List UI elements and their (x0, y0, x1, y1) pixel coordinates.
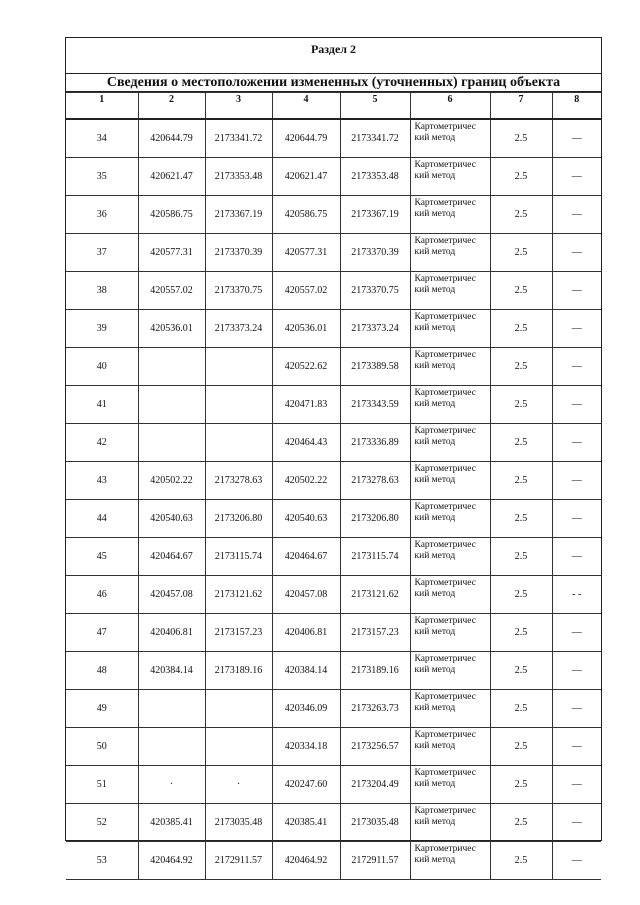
x-old-cell: 420384.14 (138, 652, 205, 690)
note-cell: - - (552, 576, 601, 614)
column-number-7: 7 (490, 93, 552, 120)
table-row (66, 766, 601, 804)
y-old-cell: 2173373.24 (205, 310, 272, 348)
note-cell: — (552, 728, 601, 766)
x-old-cell: 420464.92 (138, 842, 205, 880)
table-row (66, 500, 601, 538)
y-old-cell: 2173353.48 (205, 158, 272, 196)
x-old-cell: 420385.41 (138, 804, 205, 842)
column-number-4: 4 (272, 93, 340, 120)
x-new-cell: 420464.92 (272, 842, 340, 880)
point-number-cell: 46 (66, 576, 138, 614)
method-cell: Картометричес кий метод (410, 272, 490, 310)
table-row (66, 424, 601, 462)
accuracy-cell: 2.5 (490, 766, 552, 804)
y-new-cell: 2173341.72 (340, 119, 410, 158)
y-new-cell: 2172911.57 (340, 842, 410, 880)
accuracy-cell: 2.5 (490, 614, 552, 652)
point-number-cell: 39 (66, 310, 138, 348)
point-number-cell: 49 (66, 690, 138, 728)
y-new-cell: 2173189.16 (340, 652, 410, 690)
x-new-cell: 420471.83 (272, 386, 340, 424)
accuracy-cell: 2.5 (490, 272, 552, 310)
table-row (66, 728, 601, 766)
point-number-cell: 50 (66, 728, 138, 766)
x-new-cell: 420557.02 (272, 272, 340, 310)
note-cell: — (552, 196, 601, 234)
note-cell: — (552, 119, 601, 158)
table-row (66, 614, 601, 652)
y-new-cell: 2173370.39 (340, 234, 410, 272)
note-cell: — (552, 424, 601, 462)
x-old-cell: 420406.81 (138, 614, 205, 652)
note-cell: — (552, 500, 601, 538)
x-new-cell: 420536.01 (272, 310, 340, 348)
x-new-cell: 420540.63 (272, 500, 340, 538)
y-new-cell: 2173353.48 (340, 158, 410, 196)
accuracy-cell: 2.5 (490, 576, 552, 614)
point-number-cell: 35 (66, 158, 138, 196)
point-number-cell: 47 (66, 614, 138, 652)
point-number-cell: 37 (66, 234, 138, 272)
point-number-cell: 43 (66, 462, 138, 500)
x-new-cell: 420406.81 (272, 614, 340, 652)
point-number-cell: 40 (66, 348, 138, 386)
note-cell: — (552, 690, 601, 728)
x-old-cell (138, 728, 205, 766)
method-cell: Картометричес кий метод (410, 576, 490, 614)
x-new-cell: 420464.43 (272, 424, 340, 462)
x-new-cell: 420577.31 (272, 234, 340, 272)
x-old-cell: 420457.08 (138, 576, 205, 614)
accuracy-cell: 2.5 (490, 500, 552, 538)
point-number-cell: 42 (66, 424, 138, 462)
x-new-cell: 420384.14 (272, 652, 340, 690)
accuracy-cell: 2.5 (490, 386, 552, 424)
point-number-cell: 48 (66, 652, 138, 690)
y-new-cell: 2173373.24 (340, 310, 410, 348)
y-new-cell: 2173035.48 (340, 804, 410, 842)
x-new-cell: 420644.79 (272, 119, 340, 158)
method-cell: Картометричес кий метод (410, 424, 490, 462)
x-old-cell (138, 424, 205, 462)
method-cell: Картометричес кий метод (410, 234, 490, 272)
y-new-cell: 2173367.19 (340, 196, 410, 234)
note-cell: — (552, 462, 601, 500)
document-frame (65, 37, 602, 866)
x-old-cell: 420557.02 (138, 272, 205, 310)
method-cell: Картометричес кий метод (410, 500, 490, 538)
section-label: Раздел 2 (66, 38, 601, 74)
y-old-cell: 2173341.72 (205, 119, 272, 158)
y-new-cell: 2173206.80 (340, 500, 410, 538)
table-row (66, 842, 601, 880)
note-cell: — (552, 804, 601, 842)
table-row (66, 576, 601, 614)
method-cell: Картометричес кий метод (410, 766, 490, 804)
y-new-cell: 2173336.89 (340, 424, 410, 462)
method-cell: Картометричес кий метод (410, 462, 490, 500)
method-cell: Картометричес кий метод (410, 652, 490, 690)
y-old-cell (205, 690, 272, 728)
y-old-cell (205, 348, 272, 386)
column-number-8: 8 (552, 93, 601, 120)
column-number-3: 3 (205, 93, 272, 120)
accuracy-cell: 2.5 (490, 348, 552, 386)
y-new-cell: 2173389.58 (340, 348, 410, 386)
accuracy-cell: 2.5 (490, 462, 552, 500)
x-old-cell (138, 386, 205, 424)
x-new-cell: 420346.09 (272, 690, 340, 728)
column-number-2: 2 (138, 93, 205, 120)
x-new-cell: 420247.60 (272, 766, 340, 804)
accuracy-cell: 2.5 (490, 234, 552, 272)
accuracy-cell: 2.5 (490, 690, 552, 728)
x-old-cell: 420644.79 (138, 119, 205, 158)
x-new-cell: 420502.22 (272, 462, 340, 500)
x-old-cell: 420577.31 (138, 234, 205, 272)
x-old-cell (138, 690, 205, 728)
point-number-cell: 34 (66, 119, 138, 158)
y-new-cell: 2173278.63 (340, 462, 410, 500)
y-old-cell: 2173370.75 (205, 272, 272, 310)
y-new-cell: 2173343.59 (340, 386, 410, 424)
y-old-cell (205, 386, 272, 424)
note-cell: — (552, 842, 601, 880)
x-new-cell: 420334.18 (272, 728, 340, 766)
table-row (66, 196, 601, 234)
note-cell: — (552, 234, 601, 272)
note-cell: — (552, 348, 601, 386)
column-number-5: 5 (340, 93, 410, 120)
y-new-cell: 2173256.57 (340, 728, 410, 766)
table-row (66, 272, 601, 310)
note-cell: — (552, 766, 601, 804)
accuracy-cell: 2.5 (490, 119, 552, 158)
note-cell: — (552, 614, 601, 652)
accuracy-cell: 2.5 (490, 728, 552, 766)
table-row (66, 348, 601, 386)
table-row (66, 310, 601, 348)
x-new-cell: 420522.62 (272, 348, 340, 386)
table-row (66, 538, 601, 576)
point-number-cell: 36 (66, 196, 138, 234)
table-row (66, 119, 601, 158)
x-old-cell: 420536.01 (138, 310, 205, 348)
x-old-cell: 420540.63 (138, 500, 205, 538)
y-new-cell: 2173263.73 (340, 690, 410, 728)
method-cell: Картометричес кий метод (410, 842, 490, 880)
y-new-cell: 2173370.75 (340, 272, 410, 310)
accuracy-cell: 2.5 (490, 804, 552, 842)
method-cell: Картометричес кий метод (410, 728, 490, 766)
y-new-cell: 2173115.74 (340, 538, 410, 576)
y-old-cell: 2173278.63 (205, 462, 272, 500)
note-cell: — (552, 538, 601, 576)
method-cell: Картометричес кий метод (410, 119, 490, 158)
table-body (66, 119, 601, 880)
method-cell: Картометричес кий метод (410, 386, 490, 424)
point-number-cell: 38 (66, 272, 138, 310)
y-old-cell: 2172911.57 (205, 842, 272, 880)
accuracy-cell: 2.5 (490, 842, 552, 880)
table-row (66, 690, 601, 728)
accuracy-cell: 2.5 (490, 424, 552, 462)
y-old-cell: 2173157.23 (205, 614, 272, 652)
table-row (66, 158, 601, 196)
method-cell: Картометричес кий метод (410, 196, 490, 234)
x-old-cell: 420502.22 (138, 462, 205, 500)
method-cell: Картометричес кий метод (410, 158, 490, 196)
y-old-cell: 2173367.19 (205, 196, 272, 234)
accuracy-cell: 2.5 (490, 158, 552, 196)
table-row (66, 234, 601, 272)
method-cell: Картометричес кий метод (410, 348, 490, 386)
y-new-cell: 2173157.23 (340, 614, 410, 652)
accuracy-cell: 2.5 (490, 652, 552, 690)
table-row (66, 386, 601, 424)
y-old-cell: 2173370.39 (205, 234, 272, 272)
method-cell: Картометричес кий метод (410, 614, 490, 652)
accuracy-cell: 2.5 (490, 538, 552, 576)
document-title: Сведения о местоположении измененных (уточненных) границ объекта (66, 74, 601, 92)
y-old-cell: 2173121.62 (205, 576, 272, 614)
y-old-cell: 2173189.16 (205, 652, 272, 690)
point-number-cell: 44 (66, 500, 138, 538)
accuracy-cell: 2.5 (490, 310, 552, 348)
x-old-cell (138, 348, 205, 386)
column-number-1: 1 (66, 93, 138, 120)
note-cell: — (552, 272, 601, 310)
boundary-coordinates-table (66, 92, 601, 880)
method-cell: Картометричес кий метод (410, 804, 490, 842)
point-number-cell: 52 (66, 804, 138, 842)
point-number-cell: 41 (66, 386, 138, 424)
x-new-cell: 420464.67 (272, 538, 340, 576)
note-cell: — (552, 158, 601, 196)
y-old-cell: 2173115.74 (205, 538, 272, 576)
accuracy-cell: 2.5 (490, 196, 552, 234)
point-number-cell: 53 (66, 842, 138, 880)
note-cell: — (552, 652, 601, 690)
column-number-6: 6 (410, 93, 490, 120)
y-old-cell: · (205, 766, 272, 804)
y-new-cell: 2173121.62 (340, 576, 410, 614)
column-number-row (66, 93, 601, 120)
x-new-cell: 420457.08 (272, 576, 340, 614)
y-old-cell: 2173206.80 (205, 500, 272, 538)
table-row (66, 652, 601, 690)
y-old-cell (205, 728, 272, 766)
table-row (66, 804, 601, 842)
x-new-cell: 420385.41 (272, 804, 340, 842)
y-new-cell: 2173204.49 (340, 766, 410, 804)
note-cell: — (552, 310, 601, 348)
table-row (66, 462, 601, 500)
y-old-cell: 2173035.48 (205, 804, 272, 842)
method-cell: Картометричес кий метод (410, 538, 490, 576)
note-cell: — (552, 386, 601, 424)
point-number-cell: 45 (66, 538, 138, 576)
point-number-cell: 51 (66, 766, 138, 804)
x-new-cell: 420586.75 (272, 196, 340, 234)
x-new-cell: 420621.47 (272, 158, 340, 196)
method-cell: Картометричес кий метод (410, 310, 490, 348)
x-old-cell: 420621.47 (138, 158, 205, 196)
method-cell: Картометричес кий метод (410, 690, 490, 728)
x-old-cell: · (138, 766, 205, 804)
x-old-cell: 420464.67 (138, 538, 205, 576)
y-old-cell (205, 424, 272, 462)
x-old-cell: 420586.75 (138, 196, 205, 234)
